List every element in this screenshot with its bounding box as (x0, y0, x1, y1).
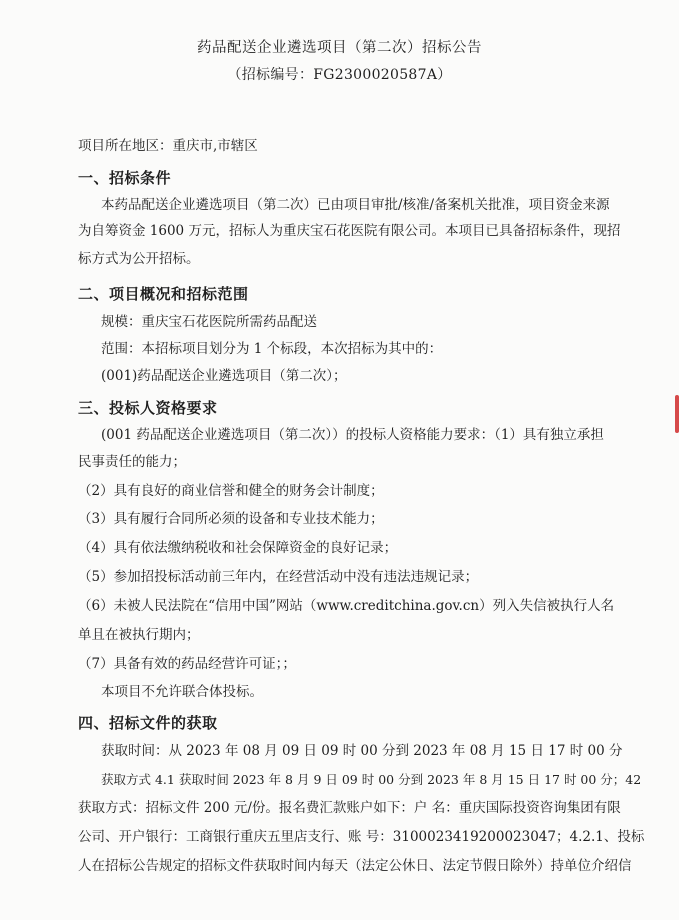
project-location: 项目所在地区：重庆市,市辖区 (78, 138, 258, 154)
section-heading-tender-document-acquisition: 四、招标文件的获取 (78, 714, 218, 732)
tender-number: （招标编号：FG2300020587A） (227, 67, 452, 83)
paragraph-line: 民事责任的能力； (78, 454, 186, 470)
document-title: 药品配送企业遴选项目（第二次）招标公告 (197, 40, 482, 56)
list-item: （3）具有履行合同所必须的设备和专业技术能力； (78, 511, 384, 527)
paragraph-line: 公司、开户银行：工商银行重庆五里店支行、账 号：3100023419200023047；4.2.1、投标 (78, 829, 645, 845)
paragraph-line: 人在招标公告规定的招标文件获取时间内每天（法定公休日、法定节假日除外）持单位介绍信 (78, 858, 632, 874)
paragraph-line: 获取方式：招标文件 200 元/份。报名费汇款账户如下：户 名：重庆国际投资咨询集团有限 (78, 800, 621, 816)
paragraph-line: (001)药品配送企业遴选项目（第二次）； (101, 368, 347, 384)
paragraph-line: 标方式为公开招标。 (78, 251, 200, 267)
paragraph-line: 本药品配送企业遴选项目（第二次）已由项目审批/核准/备案机关批准，项目资金来源 (101, 197, 610, 213)
paragraph-line: 获取方式 4.1 获取时间 2023 年 8 月 9 日 09 时 00 分到 2023 年 8 月 15 日 17 时 00 分；42 (101, 772, 642, 787)
list-item: （4）具有依法缴纳税收和社会保障资金的良好记录； (78, 540, 398, 556)
paragraph-line: 获取时间：从 2023 年 08 月 09 日 09 时 00 分到 2023 年 08 月 15 日 17 时 00 分 (101, 743, 623, 759)
scan-edge-mark (675, 395, 679, 433)
paragraph-line: 本项目不允许联合体投标。 (101, 684, 263, 700)
paragraph-line: 规模：重庆宝石花医院所需药品配送 (101, 314, 317, 330)
section-heading-project-overview: 二、项目概况和招标范围 (78, 285, 249, 303)
paragraph-line: (001 药品配送企业遴选项目（第二次））的投标人资格能力要求：（1）具有独立承担 (101, 427, 604, 443)
paragraph-line: 单且在被执行期内； (78, 627, 200, 643)
list-item: （6）未被人民法院在“信用中国”网站（www.creditchina.gov.cn）列入失信被执行人名 (78, 598, 615, 614)
paragraph-line: 范围：本招标项目划分为 1 个标段，本次招标为其中的： (101, 341, 443, 357)
list-item: （2）具有良好的商业信誉和健全的财务会计制度； (78, 483, 384, 499)
list-item: （7）具备有效的药品经营许可证；； (78, 656, 296, 672)
list-item: （5）参加招投标活动前三年内，在经营活动中没有违法违规记录； (78, 569, 479, 585)
section-heading-tender-conditions: 一、招标条件 (78, 169, 172, 187)
paragraph-line: 为自筹资金 1600 万元，招标人为重庆宝石花医院有限公司。本项目已具备招标条件，现招 (78, 223, 621, 239)
section-heading-bidder-qualifications: 三、投标人资格要求 (78, 399, 218, 417)
